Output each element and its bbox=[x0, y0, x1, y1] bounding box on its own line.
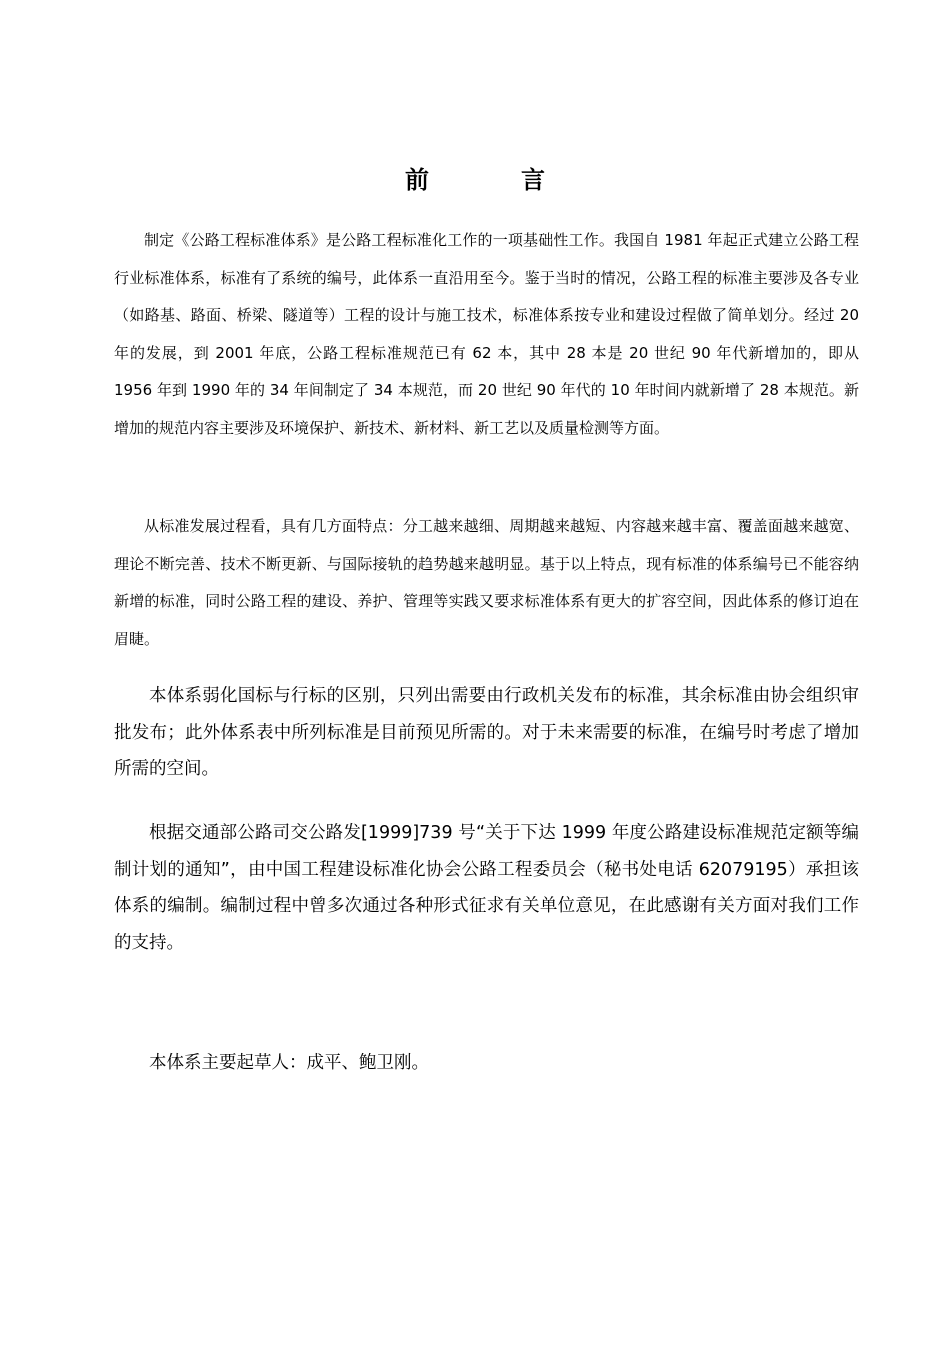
paragraph-compilation: 根据交通部公路司交公路发[1999]739 号“关于下达 1999 年度公路建设标准规范定额等编制计划的通知”，由中国工程建设标准化协会公路工程委员会（秘书处电话 62079195）承担该体系的编制。编制过程中曾多次通过各种形式征求有关单位意见，在此感谢有关方面对我们工作的支持。 bbox=[114, 823, 859, 953]
page-title bbox=[0, 160, 950, 195]
page-title-second-char: 言 bbox=[521, 166, 545, 194]
paragraph-background: 制定《公路工程标准体系》是公路工程标准化工作的一项基础性工作。我国自 1981 年起正式建立公路工程行业标准体系，标准有了系统的编号，此体系一直沿用至今。鉴于当时的情况，公路工程的标准主要涉及各专业（如路基、路面、桥梁、隧道等）工程的设计与施工技术，标准体系按专业和建设过程做了简单划分。经过 20 年的发展，到 2001 年底，公路工程标准规范已有 62 本，其中 28 本是 20 世纪 90 年代新增加的，即从 1956 年到 1990 年的 34 年间制定了 34 本规范，而 20 世纪 90 年代的 10 年时间内就新增了 28 本规范。新增加的规范内容主要涉及环境保护、新技术、新材料、新工艺以及质量检测等方面。 bbox=[114, 231, 859, 437]
paragraph-scope: 本体系弱化国标与行标的区别，只列出需要由行政机关发布的标准，其余标准由协会组织审批发布；此外体系表中所列标准是目前预见所需的。对于未来需要的标准，在编号时考虑了增加所需的空间。 bbox=[114, 686, 859, 779]
paragraph-characteristics: 从标准发展过程看，具有几方面特点：分工越来越细、周期越来越短、内容越来越丰富、覆盖面越来越宽、理论不断完善、技术不断更新、与国际接轨的趋势越来越明显。基于以上特点，现有标准的体系编号已不能容纳新增的标准，同时公路工程的建设、养护、管理等实践又要求标准体系有更大的扩容空间，因此体系的修订迫在眉睫。 bbox=[114, 517, 859, 648]
paragraph-drafters: 本体系主要起草人：成平、鲍卫刚。 bbox=[149, 1053, 429, 1073]
page-title-first-char: 前 bbox=[405, 166, 429, 194]
